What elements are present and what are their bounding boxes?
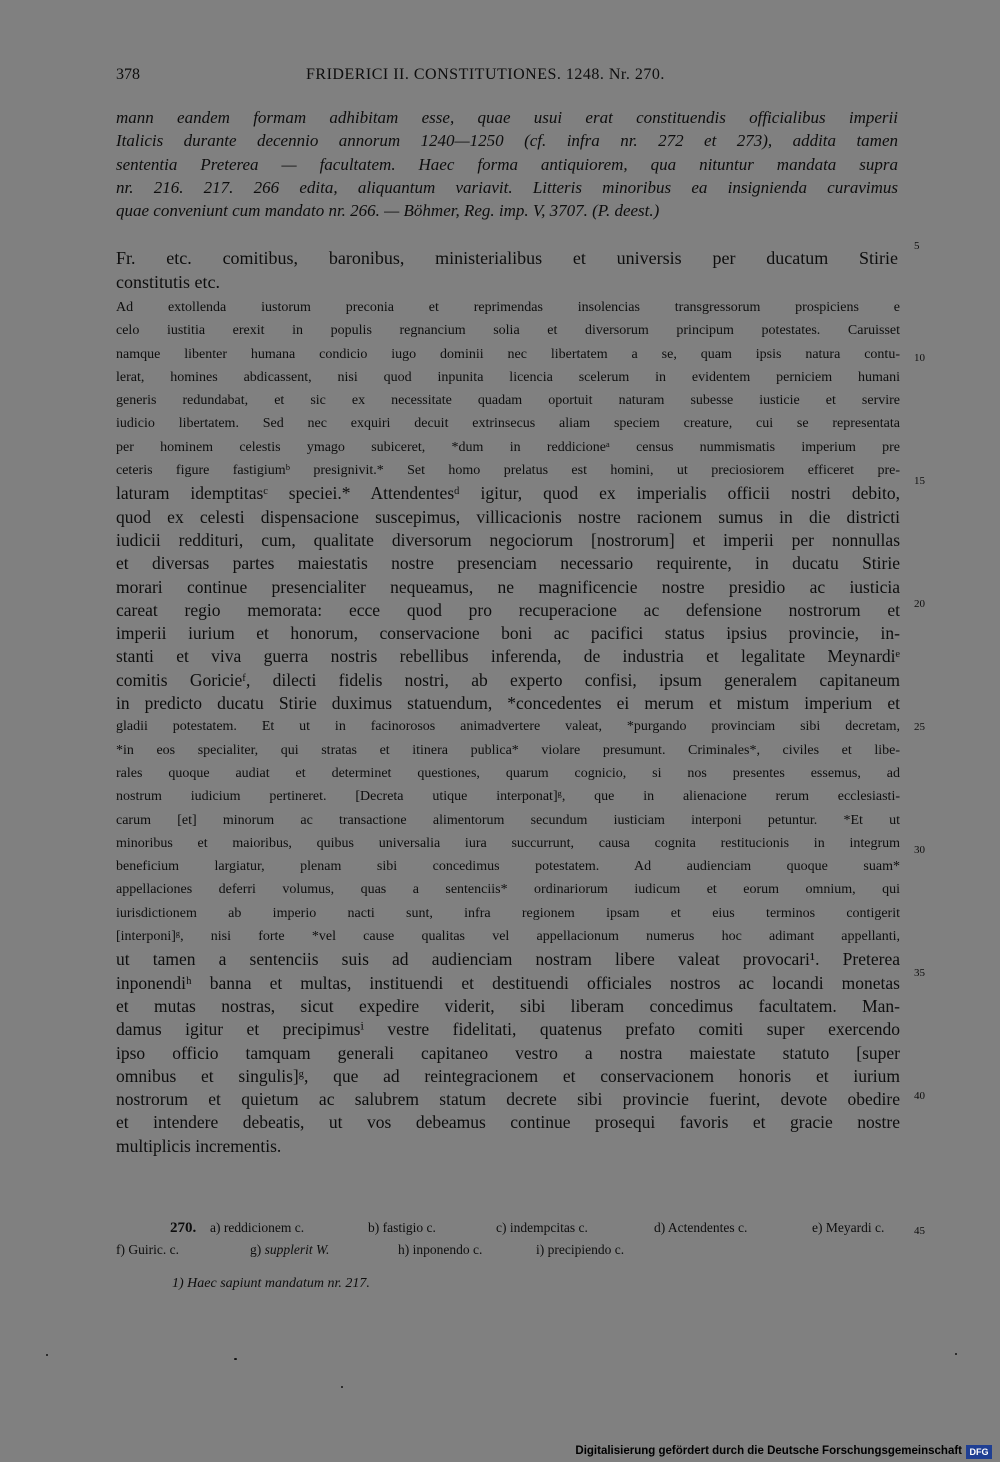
body-line: iurisdictionem ab imperio nacti sunt, infra regionem ipsam et eius terminos contigerit <box>116 905 900 921</box>
margin-line-number: 10 <box>914 352 925 364</box>
body-line: per hominem celestis ymago subiceret, *dum in reddicioneᵃ census nummismatis imperium pre <box>116 439 900 455</box>
body-line: ceteris figure fastigiumᵇ presignivit.* Set homo prelatus est homini, ut preciosiorem efficeret pre- <box>116 463 900 479</box>
body-line: nostrorum et quietum ac salubrem statum decrete sibi provincie fuerint, devote obedire <box>116 1089 900 1110</box>
apparatus-note: e) Meyardi c. <box>812 1220 885 1235</box>
body-line: ipso officio tamquam generali capitaneo vestro a nostra maiestate statuto [super <box>116 1042 900 1063</box>
apparatus-row <box>116 1242 906 1264</box>
critical-apparatus <box>116 1220 906 1264</box>
intro-line: sententia Preterea — facultatem. Haec forma antiquiorem, qua nituntur mandata supra <box>116 154 898 174</box>
margin-line-number: 20 <box>914 598 925 610</box>
intro-line: Italicis durante decennio annorum 1240—1250 (cf. infra nr. 272 et 273), addita tamen <box>116 131 898 151</box>
dfg-credit-bar <box>0 1442 1000 1462</box>
apparatus-note: h) inponendo c. <box>398 1242 483 1257</box>
dfg-logo-icon: DFG <box>966 1445 992 1459</box>
running-title: FRIDERICI II. CONSTITUTIONES. 1248. Nr. 270. <box>306 66 665 83</box>
margin-line-number: 35 <box>914 967 925 979</box>
intro-paragraph <box>116 106 898 222</box>
apparatus-row <box>116 1220 906 1242</box>
body-line: nostrum iudicium pertineret. [Decreta utique interponat]ᵍ, que in alienacione rerum ecclesiasti- <box>116 789 900 805</box>
body-line: inponendiʰ banna et multas, instituendi et destituendi officiales nostros ac locandi monetas <box>116 972 900 993</box>
intro-line: quae conveniunt cum mandato nr. 266. — Böhmer, Reg. imp. V, 3707. (P. deest.) <box>116 201 660 221</box>
address-line: constitutis etc. <box>116 272 220 292</box>
margin-line-number: 5 <box>914 240 920 252</box>
body-line: imperii iurium et honorum, conservacione boni ac pacifici status ipsius provincie, in- <box>116 623 900 644</box>
intro-line: mann eandem formam adhibitam esse, quae usui erat constituendis officialibus imperii <box>116 108 898 127</box>
scan-speck <box>341 1386 343 1388</box>
body-line: *in eos specialiter, qui stratas et itinera publica* violare presumunt. Criminales*, civiles et libe- <box>116 742 900 758</box>
body-line: generis redundabat, et sic ex necessitate quadam oportuit naturam subesse iusticie et servire <box>116 393 900 409</box>
margin-line-number: 45 <box>914 1225 925 1237</box>
footnote: 1) Haec sapiunt mandatum nr. 217. <box>172 1276 370 1291</box>
body-line: appellaciones deferri volumus, quas a sentenciis* ordinariorum iudicum et eorum omnium, qui <box>116 882 900 898</box>
body-line: multiplicis incrementis. <box>116 1135 282 1156</box>
page-header <box>116 66 900 88</box>
apparatus-note: d) Actendentes c. <box>654 1220 748 1235</box>
apparatus-lead: 270. <box>170 1220 197 1236</box>
body-line: gladii potestatem. Et ut in facinorosos animadvertere valeat, *purgando provinciam sibi decretam, <box>116 719 900 735</box>
scan-speck <box>46 1354 48 1356</box>
apparatus-note: b) fastigio c. <box>368 1220 436 1235</box>
apparatus-note <box>250 1242 329 1258</box>
body-line: beneficium largiatur, plenam sibi concedimus potestatem. Ad audienciam quoque suam* <box>116 859 900 875</box>
address-paragraph <box>116 246 898 294</box>
body-line: ut tamen a sentenciis suis ad audienciam nostram libere valeat provocari¹. Preterea <box>116 949 900 970</box>
body-line: iudicio libertatem. Sed nec exquiri decuit extrinsecus aliam speciem creature, cui se representata <box>116 416 900 432</box>
body-line: et mutas nostras, sicut expedire viderit, sibi liberam concedimus facultatem. Man- <box>116 995 900 1016</box>
document-body <box>116 296 900 1158</box>
apparatus-note-text: supplerit W. <box>264 1242 330 1257</box>
apparatus-note: f) Guiric. c. <box>116 1242 179 1257</box>
body-line: laturam idemptitasᶜ speciei.* Attendentesᵈ igitur, quod ex imperialis officii nostri debito, <box>116 483 900 504</box>
apparatus-note: a) reddicionem c. <box>210 1220 305 1235</box>
body-line: lerat, homines abdicassent, nisi quod inpunita licencia scelerum in evidentem perniciem humani <box>116 369 900 385</box>
address-line: Fr. etc. comitibus, baronibus, ministerialibus et universis per ducatum Stirie <box>116 248 898 268</box>
apparatus-note: c) indempcitas c. <box>496 1220 588 1235</box>
body-line: damus igitur et precipimusⁱ vestre fidelitati, quatenus prefato comiti super exercendo <box>116 1019 900 1040</box>
apparatus-note: i) precipiendo c. <box>536 1242 625 1257</box>
body-line: morari continue presencialiter nequeamus, ne magnificencie nostre presidio ac iusticia <box>116 576 900 597</box>
body-line: stanti et viva guerra nostris rebellibus inferenda, de industria et legalitate Meynardiᵉ <box>116 646 900 667</box>
body-line: comitis Goricieᶠ, dilecti fidelis nostri, ab experto confisi, ipsum generalem capitaneum <box>116 669 900 690</box>
body-line: omnibus et singulis]ᵍ, que ad reintegracionem et conservacionem honoris et iurium <box>116 1065 900 1086</box>
body-line: namque libenter humana condicio iugo dominii nec libertatem a se, quam ipsis natura contu- <box>116 346 900 362</box>
body-line: Ad extollenda iustorum preconia et reprimendas insolencias transgressorum prospiciens e <box>116 300 900 315</box>
body-line: iudicii reddituri, cum, qualitate diversorum negociorum [nostrorum] et imperii per nonnullas <box>116 529 900 550</box>
apparatus-note-letter: g) <box>250 1242 262 1257</box>
body-line: quod ex celesti dispensacione suscepimus, villicacionis nostre racionem sumus in die districti <box>116 506 900 527</box>
body-line: rales quoque audiat et determinet questiones, quarum cognicio, si nos presentes essemus, ad <box>116 765 900 781</box>
page-number: 378 <box>116 66 140 83</box>
body-line: in predicto ducatu Stirie duximus statuendum, *concedentes ei merum et mistum imperium et <box>116 693 900 714</box>
margin-line-number: 40 <box>914 1090 925 1102</box>
scan-speck <box>234 1358 237 1360</box>
body-line: careat regio memorata: ecce quod pro recuperacione ac defensione nostrorum et <box>116 599 900 620</box>
margin-line-number: 15 <box>914 475 925 487</box>
body-line: minoribus et maioribus, quibus universalia iura succurrunt, causa cognita restitucionis in integrum <box>116 835 900 851</box>
body-line: et intendere debeatis, ut vos debeamus continue prosequi favoris et gracie nostre <box>116 1112 900 1133</box>
body-line: carum [et] minorum ac transactione alimentorum secundum iusticiam interponi petuntur. *Et ut <box>116 812 900 828</box>
body-line: et diversas partes maiestatis nostre presenciam necessario requirente, in ducatu Stirie <box>116 553 900 574</box>
margin-line-number: 25 <box>914 721 925 733</box>
body-line: celo iustitia erexit in populis regnancium solia et diversorum principum potestates. Caruisset <box>116 323 900 339</box>
scan-speck <box>955 1353 957 1355</box>
dfg-credit-text: Digitalisierung gefördert durch die Deutsche Forschungsgemeinschaft <box>575 1445 962 1457</box>
intro-line: nr. 216. 217. 266 edita, aliquantum variavit. Litteris minoribus ea insignienda curavimus <box>116 177 898 197</box>
margin-line-number: 30 <box>914 844 925 856</box>
body-line: [interponi]ᵍ, nisi forte *vel cause qualitas vel appellacionum numerus hoc adimant appellanti, <box>116 929 900 945</box>
